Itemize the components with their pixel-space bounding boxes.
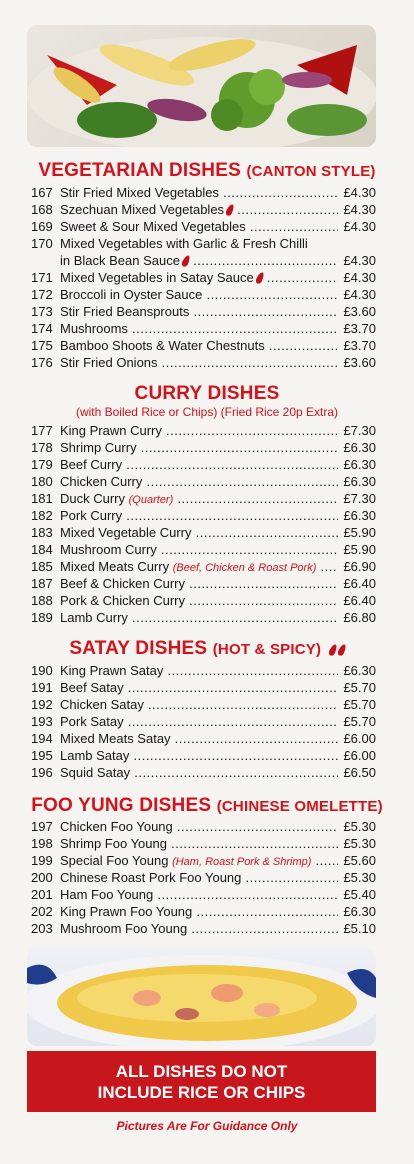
section-subtitle: (HOT & SPICY): [212, 641, 322, 658]
item-note: (Ham, Roast Pork & Shrimp): [172, 856, 312, 868]
menu-item: 183 Mixed Vegetable Curry ..... £5.90: [31, 524, 376, 541]
menu-item: 182 Pork Curry ..... £6.30: [31, 507, 376, 524]
footnote: Pictures Are For Guidance Only: [116, 1119, 298, 1133]
menu-item: 181 Duck Curry (Quarter) ..... £7.30: [31, 490, 376, 507]
menu-item: 202 King Prawn Foo Young ..... £6.30: [31, 903, 376, 920]
menu-item: 173 Stir Fried Beansprouts ..... £3.60: [31, 303, 376, 320]
menu-item: 179 Beef Curry ..... £6.30: [31, 456, 376, 473]
menu-item: 168 Szechuan Mixed Vegetables ..... £4.30: [31, 201, 376, 218]
menu-item: 177 King Prawn Curry ..... £7.30: [31, 422, 376, 439]
menu-item: 184 Mushroom Curry ..... £5.90: [31, 541, 376, 558]
chili-icon: [181, 254, 192, 267]
chili-icon: [336, 643, 347, 656]
curry-note: (with Boiled Rice or Chips) (Fried Rice 20p Extra): [75, 405, 339, 419]
section-title: FOO YUNG DISHES: [31, 795, 212, 816]
menu-item: 192 Chicken Satay ..... £5.70: [31, 696, 376, 713]
menu-item: 170 Mixed Vegetables with Garlic & Fresh Chilli: [31, 236, 308, 251]
vegetarian-heading: [0, 160, 414, 182]
menu-item: 180 Chicken Curry ..... £6.30: [31, 473, 376, 490]
omelette-photo: [27, 948, 376, 1046]
menu-item: 194 Mixed Meats Satay ..... £6.00: [31, 730, 376, 747]
menu-item: 187 Beef & Chicken Curry ..... £6.40: [31, 575, 376, 592]
menu-item: 171 Mixed Vegetables in Satay Sauce ..... £4.30: [31, 269, 376, 286]
menu-item: 178 Shrimp Curry ..... £6.30: [31, 439, 376, 456]
chili-icon: [254, 271, 265, 284]
section-subtitle: (CHINESE OMELETTE): [216, 798, 383, 815]
menu-item: 190 King Prawn Satay ..... £6.30: [31, 662, 376, 679]
menu-item: 196 Squid Satay ..... £6.50: [31, 764, 376, 781]
menu-item: 172 Broccoli in Oyster Sauce ..... £4.30: [31, 286, 376, 303]
section-title: CURRY DISHES: [134, 383, 280, 404]
menu-item: 199 Special Foo Young (Ham, Roast Pork & Shrimp) ..... £5.60: [31, 852, 376, 869]
menu-item: 167 Stir Fried Mixed Vegetables ..... £4.30: [31, 184, 376, 201]
chili-icon: [327, 643, 338, 656]
notice-banner: [27, 1051, 376, 1112]
menu-item: 188 Pork & Chicken Curry ..... £6.40: [31, 592, 376, 609]
menu-item: 193 Pork Satay ..... £5.70: [31, 713, 376, 730]
curry-heading: [0, 383, 414, 405]
menu-item: 203 Mushroom Foo Young ..... £5.10: [31, 920, 376, 937]
item-note: (Quarter): [128, 494, 174, 506]
menu-item: 176 Stir Fried Onions ..... £3.60: [31, 354, 376, 371]
section-title: SATAY DISHES: [69, 638, 208, 659]
menu-item: 195 Lamb Satay ..... £6.00: [31, 747, 376, 764]
menu-item: 175 Bamboo Shoots & Water Chestnuts ..... £3.70: [31, 337, 376, 354]
item-note: (Beef, Chicken & Roast Pork): [172, 562, 317, 574]
menu-item: 174 Mushrooms ..... £3.70: [31, 320, 376, 337]
fooyung-heading: [0, 795, 414, 817]
section-subtitle: (CANTON STYLE): [246, 163, 376, 180]
menu-item: 191 Beef Satay ..... £5.70: [31, 679, 376, 696]
menu-item: 185 Mixed Meats Curry (Beef, Chicken & Roast Pork) ..... £6.90: [31, 558, 376, 575]
menu-item: 201 Ham Foo Young ..... £5.40: [31, 886, 376, 903]
menu-item: 169 Sweet & Sour Mixed Vegetables ..... £4.30: [31, 218, 376, 235]
section-title: VEGETARIAN DISHES: [38, 160, 241, 181]
banner-line: ALL DISHES DO NOT: [115, 1062, 288, 1081]
vegetables-photo: [27, 25, 376, 147]
menu-item-continued: in Black Bean Sauce ..... £4.30: [31, 252, 376, 269]
menu-item: 200 Chinese Roast Pork Foo Young ..... £5.30: [31, 869, 376, 886]
chili-icon: [225, 203, 236, 216]
menu-item: 198 Shrimp Foo Young ..... £5.30: [31, 835, 376, 852]
banner-line: INCLUDE RICE OR CHIPS: [97, 1083, 306, 1102]
menu-item: 189 Lamb Curry ..... £6.80: [31, 609, 376, 626]
menu-item: 197 Chicken Foo Young ..... £5.30: [31, 818, 376, 835]
satay-heading: [0, 638, 414, 660]
